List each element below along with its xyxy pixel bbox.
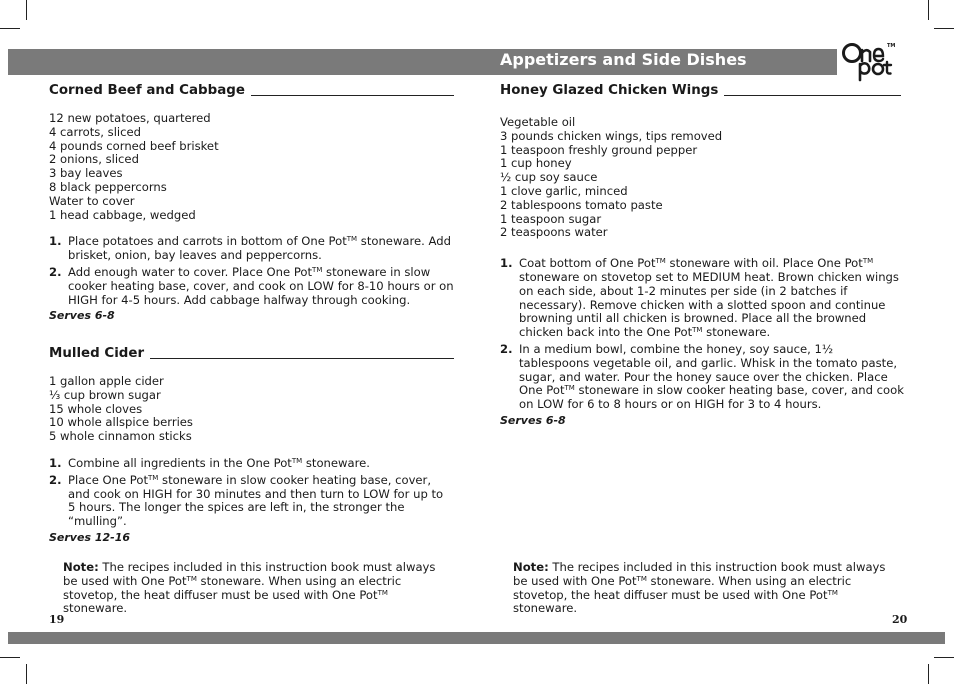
- title-rule: [150, 358, 454, 359]
- ingredient: 1 teaspoon freshly ground pepper: [500, 142, 698, 157]
- step: 1. Coat bottom of One Pot™ stoneware with oil. Place One Pot™ stoneware on stovetop set to MEDIUM heat. Brown chicken wings on each side, about 1-2 minutes per side (in 2 batches if necessary). Remove chicken with a slotted spoon and continue browning until all chicken is browned. Place all the browned chicken back into the One Pot™ stoneware.: [500, 256, 899, 340]
- ingredient: Water to cover: [49, 193, 135, 208]
- ingredient: 2 onions, sliced: [49, 152, 139, 167]
- ingredient: 1 cup honey: [500, 156, 572, 171]
- ingredient: 10 whole allspice berries: [49, 415, 193, 430]
- serves: Serves 12-16: [49, 530, 130, 544]
- crop-mark: [26, 664, 27, 684]
- step-list: [500, 257, 905, 412]
- note-right: Note: The recipes included in this instruction book must always be used with One Pot™ stoneware. When using an electric stovetop, the heat diffuser must be used with One Pot™ stoneware.: [513, 560, 886, 616]
- ingredient: 5 whole cinnamon sticks: [49, 429, 192, 444]
- ingredient: 8 black peppercorns: [49, 179, 167, 194]
- ingredient: Vegetable oil: [500, 115, 576, 129]
- logo-text: [900, 38, 901, 39]
- page-number-right: 20: [892, 613, 908, 626]
- ingredient: ½ cup soy sauce: [500, 170, 598, 185]
- note-label: Note:: [513, 560, 549, 574]
- one-pot-logo: [840, 38, 900, 82]
- serves: Serves 6-8: [500, 413, 566, 427]
- note-label: Note:: [63, 560, 99, 574]
- ingredient: 1 teaspoon sugar: [500, 211, 602, 226]
- crop-mark: [934, 657, 954, 658]
- crop-mark: [0, 28, 20, 29]
- crop-mark: [0, 657, 20, 658]
- ingredient: 15 whole cloves: [49, 401, 143, 416]
- step-list: [49, 235, 454, 307]
- ingredient: 4 carrots, sliced: [49, 124, 142, 139]
- page-number-left: 19: [49, 613, 65, 626]
- step: 1. Place potatoes and carrots in bottom of One Pot™ stoneware. Add brisket, onion, bay leaves and peppercorns.: [49, 234, 451, 263]
- ingredient: 3 bay leaves: [49, 166, 123, 181]
- crop-mark: [928, 0, 929, 20]
- recipe-title: Honey Glazed Chicken Wings: [500, 83, 901, 99]
- step-list: [49, 457, 454, 529]
- ingredient: 1 gallon apple cider: [49, 374, 164, 388]
- crop-mark: [928, 664, 929, 684]
- title-rule: [251, 95, 454, 96]
- ingredient: 3 pounds chicken wings, tips removed: [500, 128, 723, 143]
- ingredient: 1 head cabbage, wedged: [49, 207, 196, 222]
- recipe-mulled-cider: [49, 346, 454, 545]
- ingredient-list: [500, 116, 905, 240]
- ingredient: 2 tablespoons tomato paste: [500, 197, 663, 212]
- serves: Serves 6-8: [49, 309, 115, 323]
- crop-mark: [26, 0, 27, 20]
- crop-mark: [934, 28, 954, 29]
- recipe-chicken-wings: [500, 83, 905, 428]
- step: 1. Combine all ingredients in the One Pot™ stoneware.: [49, 455, 370, 470]
- ingredient: ⅓ cup brown sugar: [49, 387, 161, 402]
- recipe-title: Mulled Cider: [49, 346, 454, 362]
- recipe-corned-beef: [49, 83, 454, 323]
- step: 2. Place One Pot™ stoneware in slow cooker heating base, cover, and cook on HIGH for 30 minutes and then turn to LOW for up to 5 hours. The longer the spices are left in, the stronger the “mulling”.: [49, 472, 444, 529]
- footer-bar: [8, 632, 945, 644]
- logo-tm: TM: [887, 43, 896, 49]
- ingredient: 2 teaspoons water: [500, 225, 608, 240]
- ingredient: 4 pounds corned beef brisket: [49, 138, 219, 153]
- title-rule: [724, 95, 901, 96]
- ingredient-list: [49, 112, 454, 222]
- ingredient-list: [49, 375, 454, 444]
- ingredient: 1 clove garlic, minced: [500, 183, 628, 198]
- note-left: Note: The recipes included in this instruction book must always be used with One Pot™ stoneware. When using an electric stovetop, the heat diffuser must be used with One Pot™ stoneware.: [63, 560, 436, 616]
- ingredient: 12 new potatoes, quartered: [49, 111, 211, 125]
- recipe-title: Corned Beef and Cabbage: [49, 83, 454, 99]
- section-title: Appetizers and Side Dishes: [500, 50, 747, 69]
- step: 2. In a medium bowl, combine the honey, soy sauce, 1½ tablespoons vegetable oil, and garlic. Whisk in the tomato paste, sugar, and water. Pour the honey sauce over the chicken. Place One Pot™ stoneware in slow cooker heating base, cover, and cook on LOW for 6 to 8 hours or on HIGH for 3 to 4 hours.: [500, 341, 904, 412]
- step: 2. Add enough water to cover. Place One Pot™ stoneware in slow cooker heating base, cover, and cook on LOW for 8-10 hours or on HIGH for 4-5 hours. Add cabbage halfway through cooking.: [49, 264, 454, 307]
